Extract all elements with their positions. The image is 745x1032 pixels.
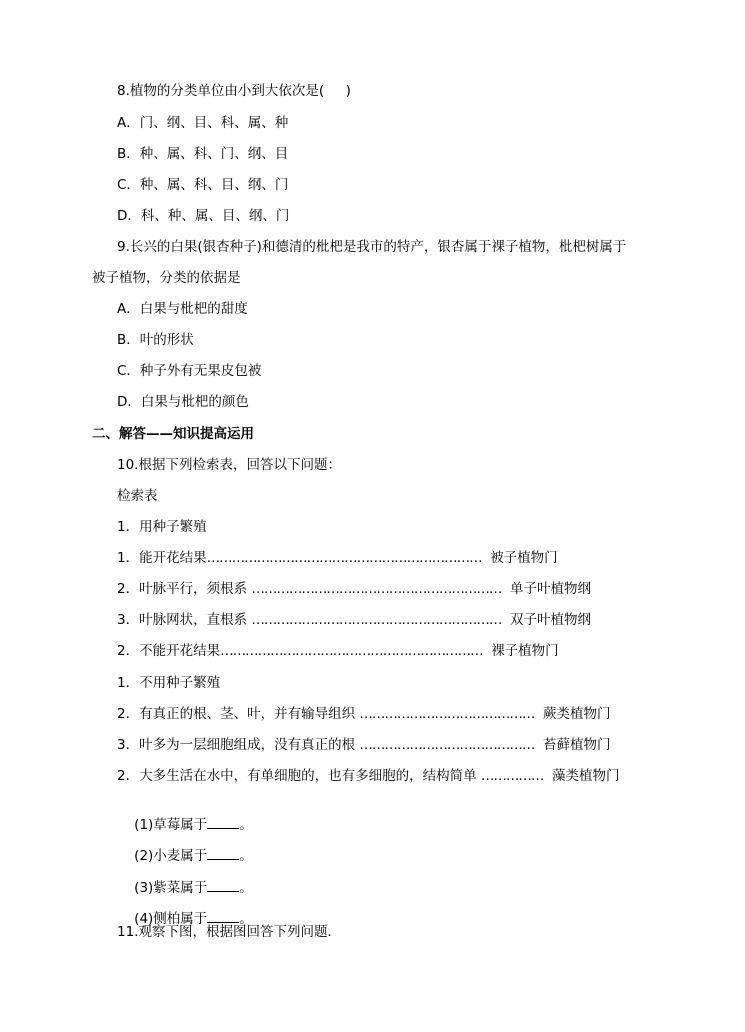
- q8-option-a: A．门、纲、目、科、属、种: [117, 115, 289, 131]
- q8-stem: 8.植物的分类单位由小到大依次是( ): [117, 83, 351, 99]
- key-row-leader: ……………………………………: [359, 706, 535, 722]
- subquestion-prefix: (2)小麦属于: [134, 848, 208, 864]
- q10-stem: 10.根据下列检索表，回答以下问题：: [117, 457, 341, 473]
- answer-blank[interactable]: [207, 816, 239, 829]
- key-row-leader: ……………: [480, 768, 544, 784]
- key-row-text: 2．大多生活在水中，有单细胞的，也有多细胞的，结构简单: [117, 768, 481, 784]
- q9-stem-line2: 被子植物，分类的依据是: [92, 270, 241, 286]
- q11-stem: 11.观察下图，根据图回答下列问题．: [117, 924, 341, 940]
- key-row-leader: ……………………………………………………: [251, 581, 502, 597]
- key-row: [117, 736, 610, 754]
- answer-blank[interactable]: [207, 847, 239, 860]
- key-row-text: 1．用种子繁殖: [117, 519, 207, 535]
- key-row-result: 单子叶植物纲: [509, 581, 591, 597]
- key-row-text: 2．有真正的根、茎、叶，并有输导组织: [117, 706, 360, 722]
- subquestion-prefix: (1)草莓属于: [134, 817, 208, 833]
- q9-stem-line1: 9.长兴的白果(银杏种子)和德清的枇杷是我市的特产，银杏属于裸子植物，枇杷树属于: [117, 239, 627, 255]
- key-row-text: 3．叶脉网状，直根系: [117, 612, 252, 628]
- key-row-result: 藻类植物门: [551, 768, 620, 784]
- q9-option-c: C．种子外有无果皮包被: [117, 363, 262, 379]
- key-row: [117, 674, 220, 692]
- key-row-leader: ……………………………………………………: [251, 612, 502, 628]
- q8-option-b: B．种、属、科、门、纲、目: [117, 146, 289, 162]
- key-row-leader: ……………………………………: [359, 737, 535, 753]
- subquestion-prefix: (4)侧柏属于: [134, 911, 208, 927]
- q9-option-d: D．白果与枇杷的颜色: [117, 394, 249, 410]
- key-row-text: 1．不用种子繁殖: [117, 675, 221, 691]
- q9-option-a: A．白果与枇杷的甜度: [117, 301, 248, 317]
- subquestion-suffix: 。: [239, 911, 253, 927]
- key-row-result: 裸子植物门: [491, 643, 559, 659]
- key-row: [117, 642, 559, 660]
- key-row: [117, 518, 207, 536]
- answer-blank[interactable]: [207, 879, 239, 892]
- key-row: [117, 611, 591, 629]
- key-row-leader: ………………………………………………………: [220, 643, 483, 659]
- subquestion-suffix: 。: [239, 880, 253, 896]
- section-heading: 二、解答——知识提高运用: [92, 426, 254, 442]
- key-row-text: 1．能开花结果: [117, 550, 207, 566]
- key-row-result: 蕨类植物门: [542, 706, 611, 722]
- key-row-result: 苔藓植物门: [542, 737, 611, 753]
- key-row: [117, 580, 591, 598]
- q8-option-c: C．种、属、科、目、纲、门: [117, 177, 289, 193]
- subquestion-suffix: 。: [239, 848, 253, 864]
- key-row-text: 2．叶脉平行，须根系: [117, 581, 252, 597]
- q9-option-b: B．叶的形状: [117, 332, 194, 348]
- q8-option-d: D．科、种、属、目、纲、门: [117, 208, 290, 224]
- subquestion-prefix: (3)紫菜属于: [134, 880, 208, 896]
- key-table-title: 检索表: [117, 488, 158, 504]
- key-row: [117, 549, 558, 567]
- key-row: [117, 705, 610, 723]
- key-row-leader: …………………………………………………………: [206, 550, 482, 566]
- answer-blank[interactable]: [207, 910, 239, 923]
- key-row-result: 被子植物门: [490, 550, 558, 566]
- key-row: [117, 767, 619, 785]
- subquestion-suffix: 。: [239, 817, 253, 833]
- key-row-result: 双子叶植物纲: [509, 612, 591, 628]
- key-row-text: 3．叶多为一层细胞组成，没有真正的根: [117, 737, 360, 753]
- key-row-text: 2．不能开花结果: [117, 643, 221, 659]
